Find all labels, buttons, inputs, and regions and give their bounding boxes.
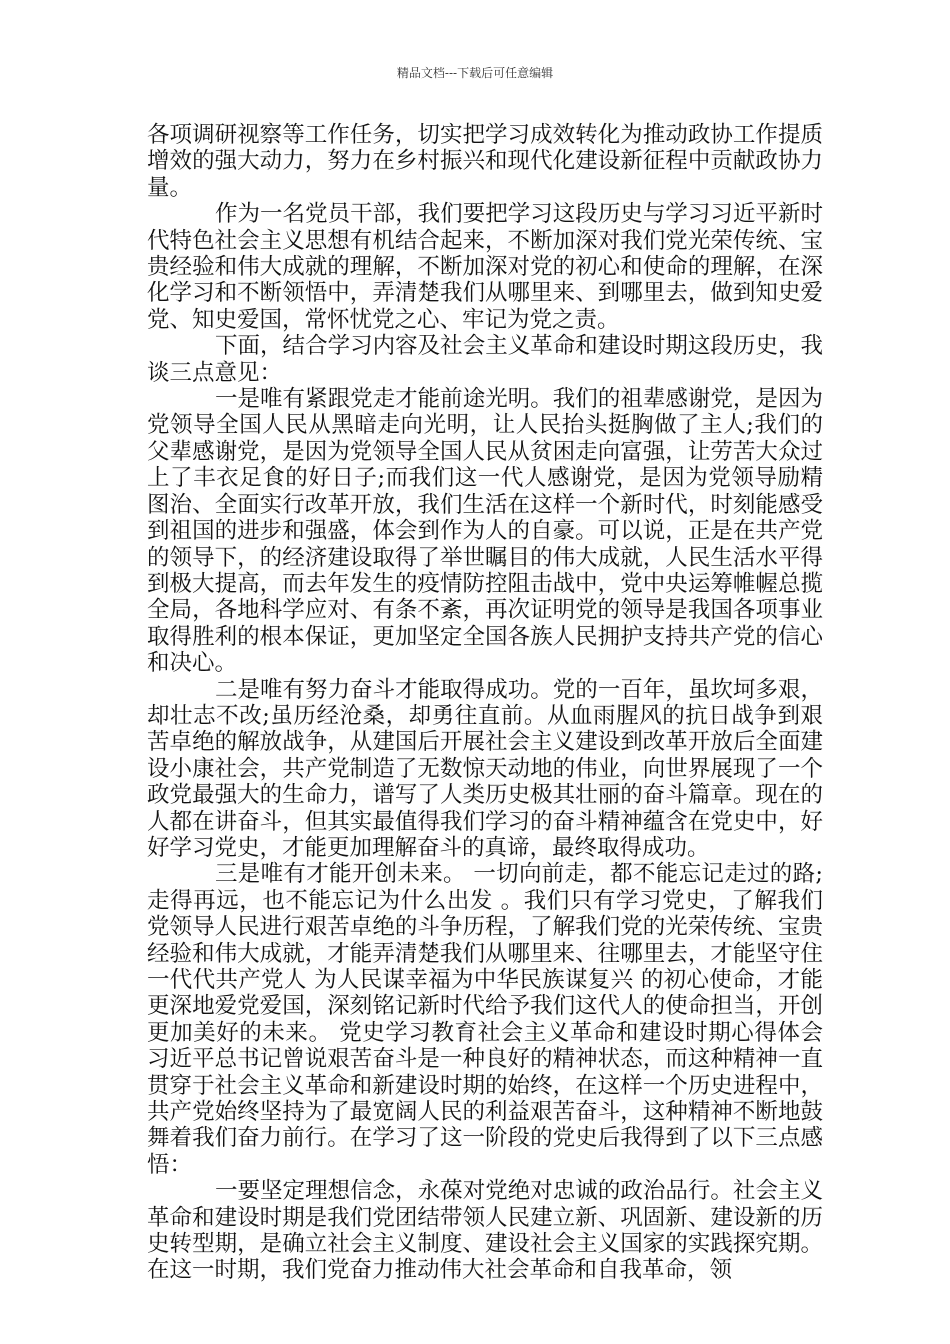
paragraph: 一是唯有紧跟党走才能前途光明。我们的祖辈感谢党，是因为党领导全国人民从黑暗走向光明，让人民抬头挺胸做了主人;我们的父辈感谢党，是因为党领导全国人民从贫困走向富强，让劳苦大众过上了丰衣足食的好日子;而我们这一代人感谢党，是因为党领导励精图治、全面实行改革开放，我们生活在这样一个新时代，时刻能感受到祖国的进步和强盛，体会到作为人的自豪。可以说，正是在共产党的领导下，的经济建设取得了举世瞩目的伟大成就，人民生活水平得到极大提高，而去年发生的疫情防控阻击战中，党中央运筹帷幄总揽全局，各地科学应对、有条不紊，再次证明党的领导是我国各项事业取得胜利的根本保证，更加坚定全国各族人民拥护支持共产党的信心和决心。: [147, 386, 823, 677]
document-body: [147, 122, 823, 1284]
paragraph: 作为一名党员干部，我们要把学习这段历史与学习习近平新时代特色社会主义思想有机结合起来，不断加深对我们党光荣传统、宝贵经验和伟大成就的理解，不断加深对党的初心和使命的理解，在深化学习和不断领悟中，弄清楚我们从哪里来、到哪里去，做到知史爱党、知史爱国，常怀忧党之心、牢记为党之责。: [147, 201, 823, 333]
paragraph: 各项调研视察等工作任务，切实把学习成效转化为推动政协工作提质增效的强大动力，努力在乡村振兴和现代化建设新征程中贡献政协力量。: [147, 122, 823, 201]
page-header: 精品文档---下载后可任意编辑: [396, 66, 554, 80]
paragraph: 一要坚定理想信念，永葆对党绝对忠诚的政治品行。社会主义革命和建设时期是我们党团结带领人民建立新、巩固新、建设新的历史转型期，是确立社会主义制度、建设社会主义国家的实践探究期。在这一时期，我们党奋力推动伟大社会革命和自我革命，领: [147, 1178, 823, 1284]
paragraph: 三是唯有才能开创未来。 一切向前走，都不能忘记走过的路;走得再远，也不能忘记为什么出发 。我们只有学习党史，了解我们党领导人民进行艰苦卓绝的斗争历程，了解我们党的光荣传统、宝贵经验和伟大成就，才能弄清楚我们从哪里来、往哪里去，才能坚守住一代代共产党人 为人民谋幸福为中华民族谋复兴 的初心使命，才能更深地爱党爱国，深刻铭记新时代给予我们这代人的使命担当，开创更加美好的未来。 党史学习教育社会主义革命和建设时期心得体会 习近平总书记曾说艰苦奋斗是一种良好的精神状态，而这种精神一直贯穿于社会主义革命和新建设时期的始终，在这样一个历史进程中，共产党始终坚持为了最宽阔人民的利益艰苦奋斗，这种精神不断地鼓舞着我们奋力前行。在学习了这一阶段的党史后我得到了以下三点感悟：: [147, 861, 823, 1178]
paragraph: 下面，结合学习内容及社会主义革命和建设时期这段历史，我谈三点意见：: [147, 333, 823, 386]
paragraph: 二是唯有努力奋斗才能取得成功。党的一百年，虽坎坷多艰，却壮志不改;虽历经沧桑，却勇往直前。从血雨腥风的抗日战争到艰苦卓绝的解放战争，从建国后开展社会主义建设到改革开放后全面建设小康社会，共产党制造了无数惊天动地的伟业，向世界展现了一个政党最强大的生命力，谱写了人类历史极其壮丽的奋斗篇章。现在的人都在讲奋斗，但其实最值得我们学习的奋斗精神蕴含在党史中，好好学习党史，才能更加理解奋斗的真谛，最终取得成功。: [147, 676, 823, 861]
